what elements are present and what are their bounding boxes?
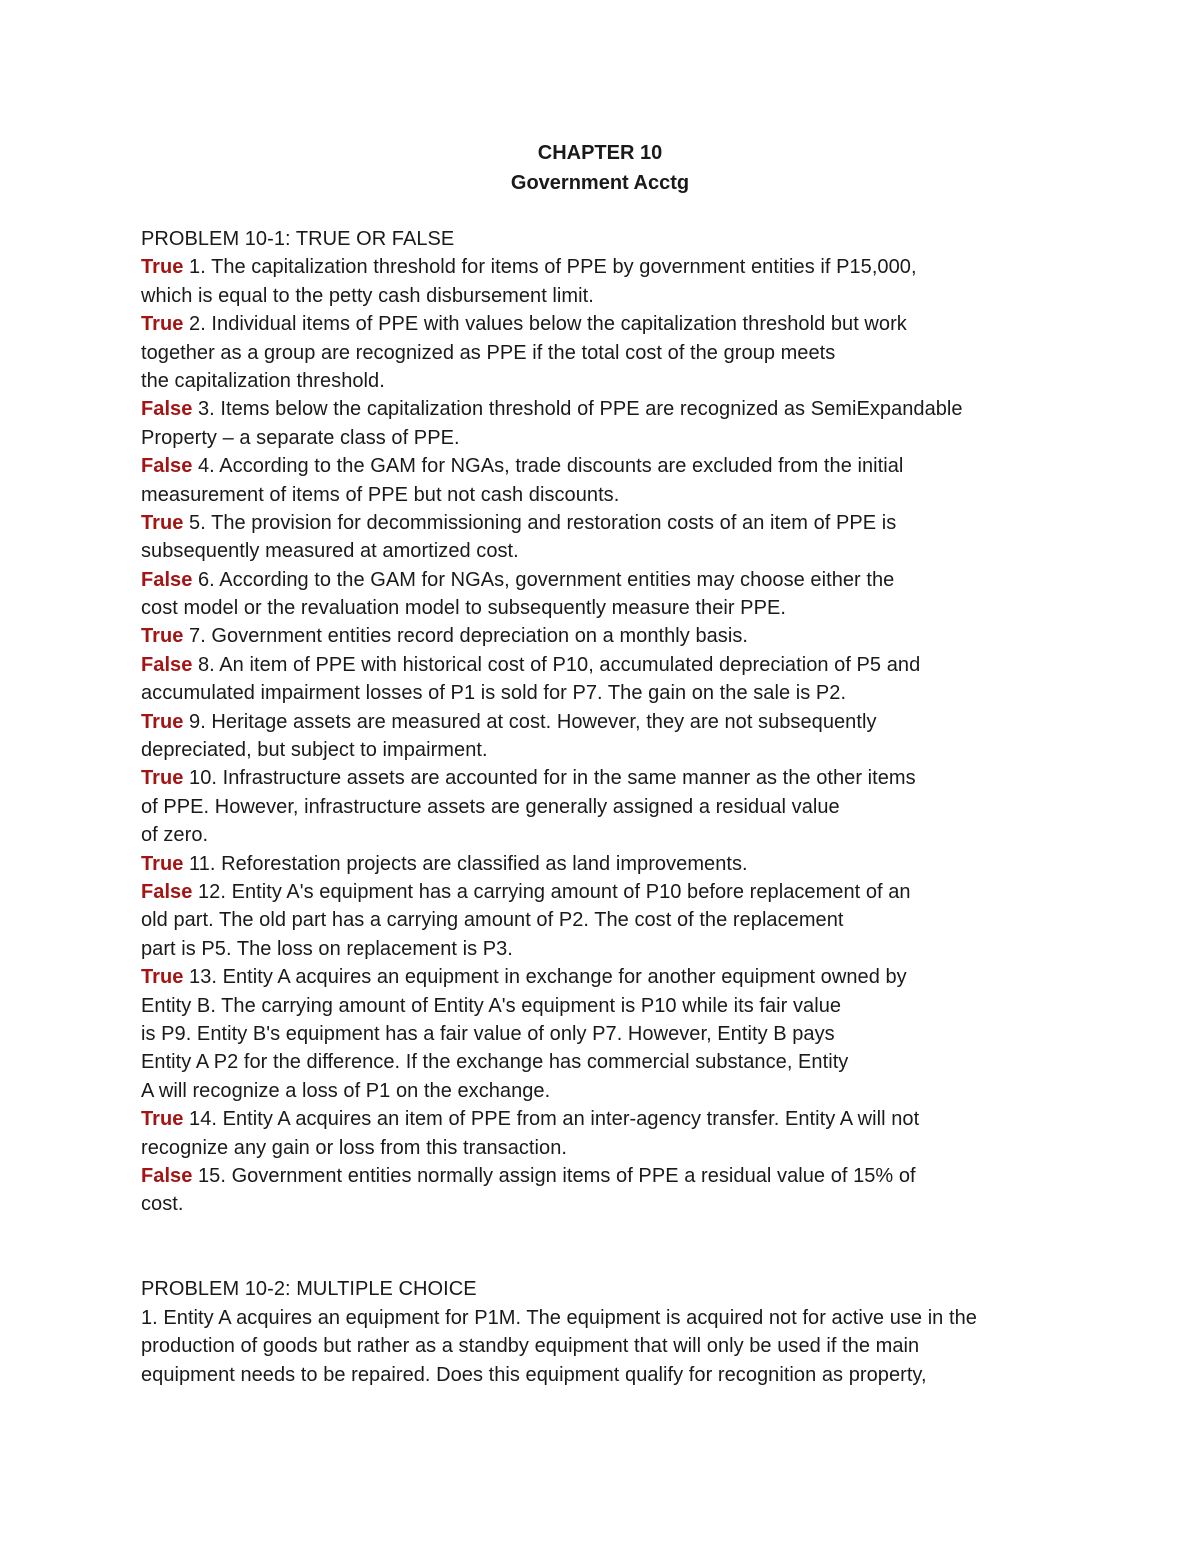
problem-1-title: PROBLEM 10-1: TRUE OR FALSE xyxy=(141,228,455,250)
spacer xyxy=(141,1219,1151,1247)
tf-item-line xyxy=(141,594,1151,622)
tf-item-line xyxy=(141,1020,1151,1048)
tf-answer: False xyxy=(141,880,193,903)
tf-item-line xyxy=(141,764,1151,792)
multiple-choice-text xyxy=(141,1304,1151,1389)
tf-statement-text: 5. The provision for decommissioning and restoration costs of an item of PPE is xyxy=(183,511,897,534)
tf-item-line xyxy=(141,1134,1151,1162)
tf-answer: True xyxy=(141,710,184,733)
tf-item-line xyxy=(141,793,1151,821)
tf-statement-text: the capitalization threshold. xyxy=(141,369,385,392)
tf-item xyxy=(141,708,1151,765)
tf-answer: False xyxy=(141,1164,193,1187)
tf-statement-text: 3. Items below the capitalization threshold of PPE are recognized as SemiExpandable xyxy=(192,398,963,421)
tf-item-line xyxy=(141,339,1151,367)
tf-item-line xyxy=(141,935,1151,963)
tf-item-line xyxy=(141,1162,1151,1190)
tf-item-line xyxy=(141,992,1151,1020)
tf-statement-text: part is P5. The loss on replacement is P3. xyxy=(141,937,513,960)
tf-item-line xyxy=(141,821,1151,849)
tf-item-line xyxy=(141,566,1151,594)
mc-question-line: production of goods but rather as a standby equipment that will only be used if the main xyxy=(141,1335,920,1358)
tf-item-line xyxy=(141,906,1151,934)
tf-item-line xyxy=(141,1048,1151,1076)
tf-statement-text: 14. Entity A acquires an item of PPE from an inter-agency transfer. Entity A will not xyxy=(183,1108,920,1131)
tf-answer: False xyxy=(141,455,193,478)
tf-statement-text: 12. Entity A's equipment has a carrying amount of P10 before replacement of an xyxy=(192,880,911,903)
tf-item xyxy=(141,310,1151,395)
tf-statement-text: 1. The capitalization threshold for items of PPE by government entities if P15,000, xyxy=(183,256,917,279)
tf-item-line xyxy=(141,1105,1151,1133)
tf-answer: False xyxy=(141,398,193,421)
tf-statement-text: measurement of items of PPE but not cash discounts. xyxy=(141,483,620,506)
tf-answer: True xyxy=(141,1108,184,1131)
tf-statement-text: old part. The old part has a carrying amount of P2. The cost of the replacement xyxy=(141,909,844,932)
tf-answer: False xyxy=(141,653,193,676)
tf-statement-text: Entity A P2 for the difference. If the exchange has commercial substance, Entity xyxy=(141,1051,849,1074)
tf-statement-text: 4. According to the GAM for NGAs, trade discounts are excluded from the initial xyxy=(192,455,904,478)
tf-statement-text: of zero. xyxy=(141,824,209,847)
tf-item xyxy=(141,651,1151,708)
tf-item-line xyxy=(141,708,1151,736)
tf-item xyxy=(141,253,1151,310)
tf-statement-text: of PPE. However, infrastructure assets are generally assigned a residual value xyxy=(141,795,840,818)
tf-item-line xyxy=(141,736,1151,764)
tf-answer: True xyxy=(141,625,184,648)
problem-2-title: PROBLEM 10-2: MULTIPLE CHOICE xyxy=(141,1278,477,1301)
chapter-subtitle: Government Acctg xyxy=(510,172,690,194)
tf-item-line xyxy=(141,395,1151,423)
chapter-title: CHAPTER 10 xyxy=(537,142,663,164)
tf-statement-text: 11. Reforestation projects are classified as land improvements. xyxy=(183,852,748,875)
tf-item-line xyxy=(141,310,1151,338)
true-false-list xyxy=(141,253,1151,1218)
tf-statement-text: 7. Government entities record depreciation on a monthly basis. xyxy=(183,625,748,648)
tf-statement-text: 15. Government entities normally assign items of PPE a residual value of 15% of xyxy=(192,1164,916,1187)
tf-item xyxy=(141,1105,1151,1162)
tf-answer: True xyxy=(141,966,184,989)
tf-item-line xyxy=(141,537,1151,565)
tf-item-line xyxy=(141,509,1151,537)
tf-statement-text: subsequently measured at amortized cost. xyxy=(141,540,519,563)
tf-item xyxy=(141,452,1151,509)
tf-statement-text: 9. Heritage assets are measured at cost. However, they are not subsequently xyxy=(183,710,877,733)
tf-statement-text: is P9. Entity B's equipment has a fair value of only P7. However, Entity B pays xyxy=(141,1022,835,1045)
tf-statement-text: 10. Infrastructure assets are accounted for in the same manner as the other items xyxy=(183,767,916,790)
tf-statement-text: together as a group are recognized as PPE if the total cost of the group meets xyxy=(141,341,836,364)
tf-item-line xyxy=(141,622,1151,650)
tf-item-line xyxy=(141,424,1151,452)
tf-statement-text: accumulated impairment losses of P1 is sold for P7. The gain on the sale is P2. xyxy=(141,682,847,705)
mc-question-line: equipment needs to be repaired. Does this equipment qualify for recognition as property, xyxy=(141,1363,927,1386)
tf-item xyxy=(141,878,1151,963)
tf-item-line xyxy=(141,651,1151,679)
tf-item xyxy=(141,509,1151,566)
tf-statement-text: 8. An item of PPE with historical cost of P10, accumulated depreciation of P5 and xyxy=(192,653,921,676)
tf-item-line xyxy=(141,963,1151,991)
tf-statement-text: 13. Entity A acquires an equipment in exchange for another equipment owned by xyxy=(183,966,907,989)
tf-item xyxy=(141,395,1151,452)
tf-statement-text: Entity B. The carrying amount of Entity A's equipment is P10 while its fair value xyxy=(141,994,842,1017)
tf-statement-text: depreciated, but subject to impairment. xyxy=(141,739,488,762)
tf-statement-text: cost. xyxy=(141,1193,184,1216)
document-body xyxy=(141,225,1151,1389)
tf-item-line xyxy=(141,367,1151,395)
tf-item-line xyxy=(141,850,1151,878)
tf-item xyxy=(141,622,1151,650)
tf-item xyxy=(141,764,1151,849)
spacer xyxy=(141,1247,1151,1275)
tf-item-line xyxy=(141,1190,1151,1218)
tf-statement-text: which is equal to the petty cash disbursement limit. xyxy=(141,284,594,307)
tf-item-line xyxy=(141,679,1151,707)
tf-item-line xyxy=(141,282,1151,310)
tf-answer: False xyxy=(141,568,193,591)
tf-answer: True xyxy=(141,767,184,790)
tf-item xyxy=(141,566,1151,623)
tf-item xyxy=(141,850,1151,878)
tf-answer: True xyxy=(141,313,184,336)
tf-item-line xyxy=(141,452,1151,480)
tf-statement-text: 2. Individual items of PPE with values below the capitalization threshold but work xyxy=(183,313,907,336)
tf-statement-text: A will recognize a loss of P1 on the exchange. xyxy=(141,1079,551,1102)
tf-answer: True xyxy=(141,256,184,279)
tf-statement-text: Property – a separate class of PPE. xyxy=(141,426,460,449)
tf-statement-text: recognize any gain or loss from this transaction. xyxy=(141,1136,567,1159)
tf-statement-text: cost model or the revaluation model to subsequently measure their PPE. xyxy=(141,597,786,620)
tf-item-line xyxy=(141,481,1151,509)
tf-item-line xyxy=(141,878,1151,906)
mc-question-line: 1. Entity A acquires an equipment for P1M. The equipment is acquired not for active use in the xyxy=(141,1306,977,1329)
tf-item-line xyxy=(141,1077,1151,1105)
tf-answer: True xyxy=(141,511,184,534)
tf-answer: True xyxy=(141,852,184,875)
tf-item xyxy=(141,963,1151,1105)
tf-statement-text: 6. According to the GAM for NGAs, government entities may choose either the xyxy=(192,568,895,591)
tf-item-line xyxy=(141,253,1151,281)
tf-item xyxy=(141,1162,1151,1219)
